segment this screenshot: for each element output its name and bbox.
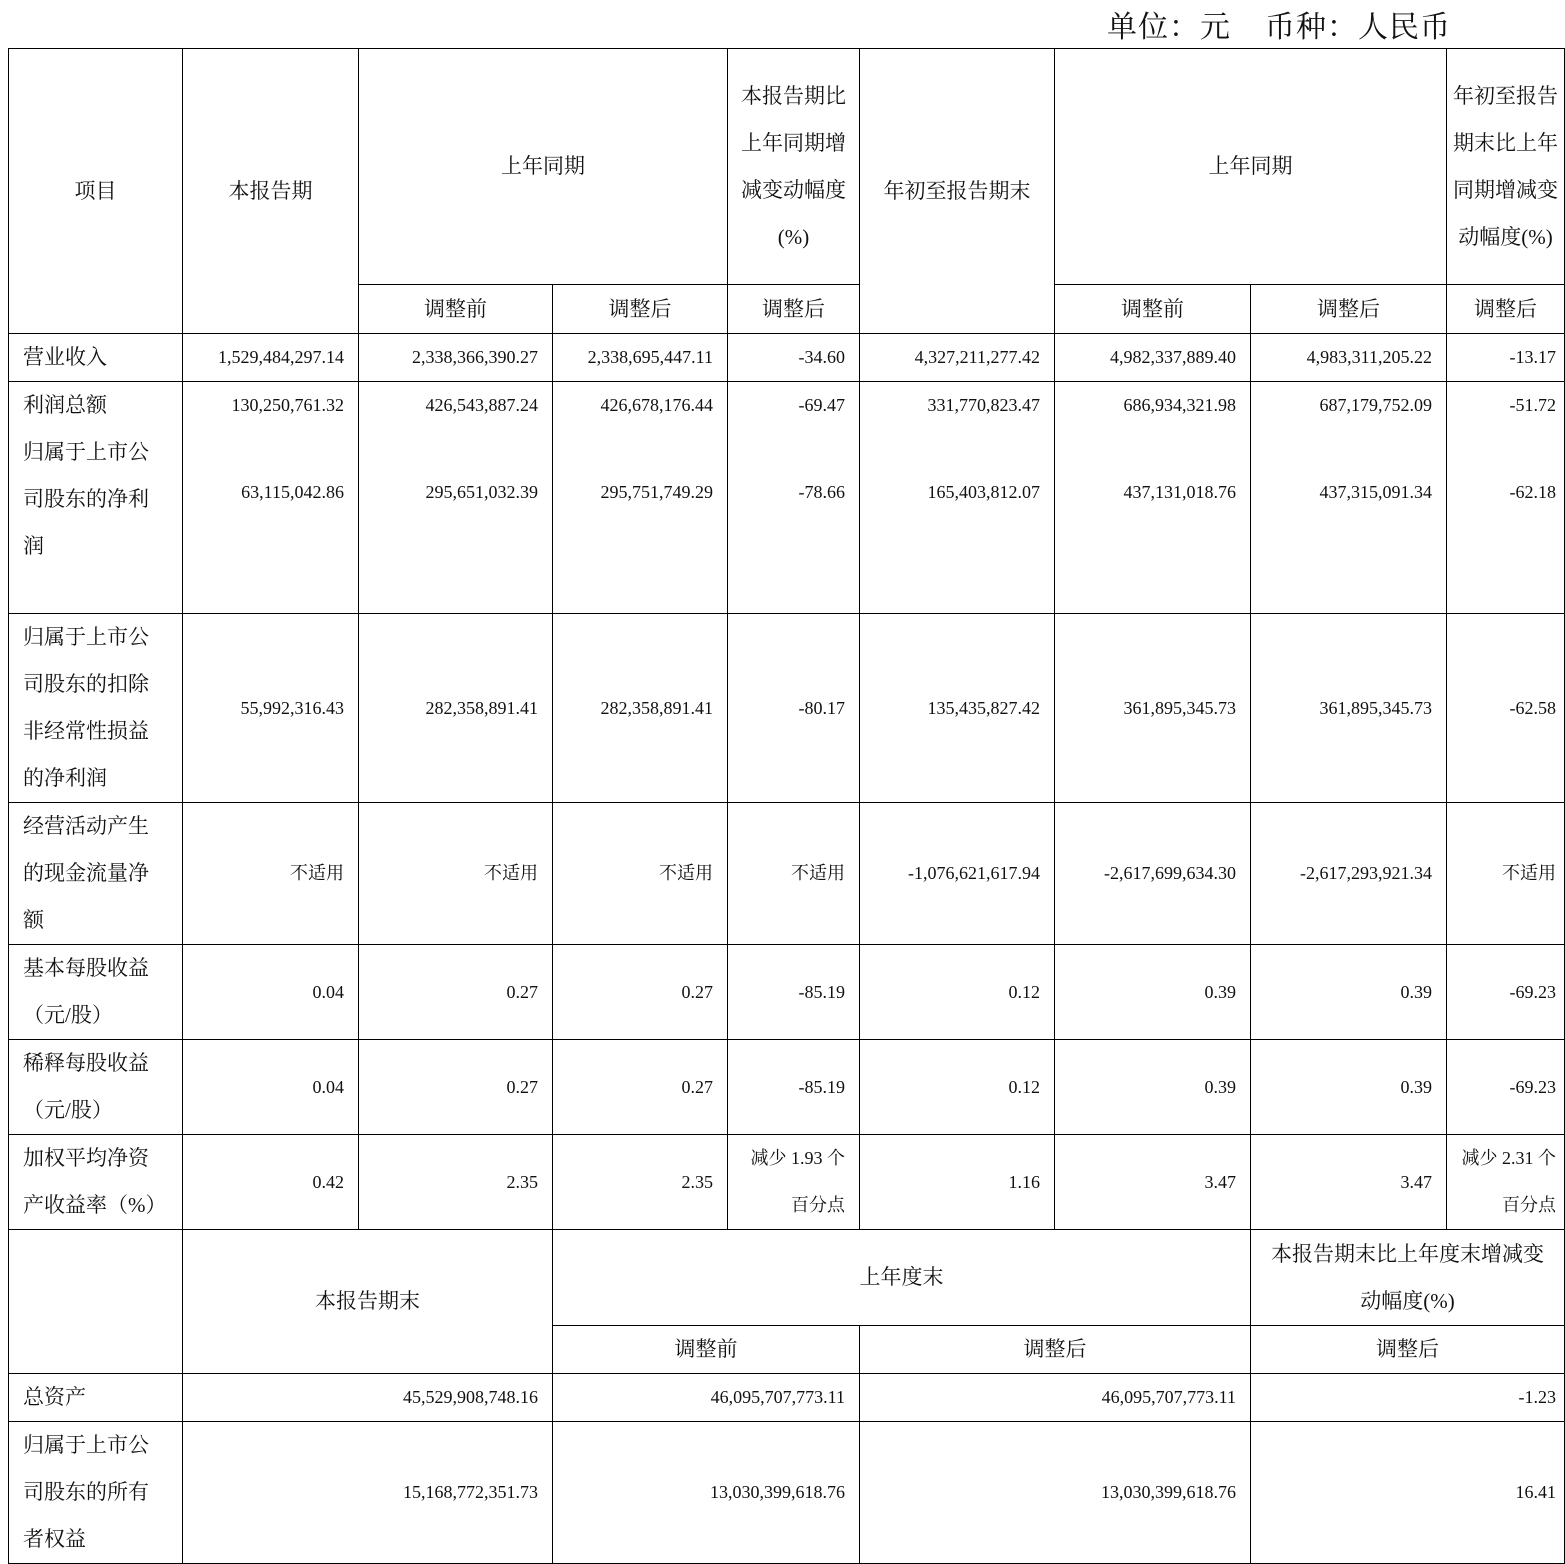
cell-value: 不适用	[728, 803, 860, 945]
cell-value: 46,095,707,773.11	[553, 1374, 860, 1422]
unit-currency-label: 单位：元 币种：人民币	[1107, 11, 1451, 44]
header-prior-year-same-period-2: 上年同期	[1055, 49, 1447, 285]
cell-value: -51.72	[1509, 395, 1556, 415]
table-row	[9, 803, 1565, 945]
row-label-group	[9, 382, 183, 614]
cell-value: 55,992,316.43	[183, 614, 359, 803]
cell-value: 295,751,749.29	[600, 482, 713, 502]
cell-value: 331,770,823.47	[927, 395, 1040, 415]
cell-value: 0.04	[183, 945, 359, 1040]
cell-value: 2,338,695,447.11	[553, 334, 728, 382]
cell-value: 4,983,311,205.22	[1251, 334, 1447, 382]
table-row	[9, 614, 1565, 803]
cell-value: 13,030,399,618.76	[860, 1422, 1251, 1564]
cell-value: 1.16	[860, 1135, 1055, 1230]
cell-value: 0.04	[183, 1040, 359, 1135]
cell-value: 426,543,887.24	[425, 395, 538, 415]
cell-value: -62.18	[1509, 482, 1556, 502]
row-label: 归属于上市公司股东的扣除非经常性损益的净利润	[9, 614, 183, 803]
cell-value: -1,076,621,617.94	[860, 803, 1055, 945]
table-row	[9, 382, 1565, 614]
cell-value: 165,403,812.07	[927, 482, 1040, 502]
header-prior-year-same-period: 上年同期	[359, 49, 728, 285]
cell-value: 45,529,908,748.16	[183, 1374, 553, 1422]
row-label: 利润总额	[23, 393, 107, 417]
cell-value: 63,115,042.86	[241, 482, 344, 502]
cell-group	[1251, 382, 1447, 614]
row-label: 营业收入	[9, 334, 183, 382]
row-label: 基本每股收益（元/股）	[9, 945, 183, 1040]
cell-group	[553, 382, 728, 614]
cell-value: 361,895,345.73	[1055, 614, 1251, 803]
table-row	[9, 1422, 1565, 1564]
cell-value: 0.39	[1251, 1040, 1447, 1135]
header-after-adj-change: 调整后	[728, 285, 860, 334]
cell-value: 3.47	[1251, 1135, 1447, 1230]
cell-value: 687,179,752.09	[1319, 395, 1432, 415]
cell-value: 437,315,091.34	[1319, 482, 1432, 502]
balance-header-after-adj-change: 调整后	[1251, 1326, 1565, 1374]
cell-value: -78.66	[798, 482, 845, 502]
header-current-period: 本报告期	[183, 49, 359, 334]
header-after-adj: 调整后	[553, 285, 728, 334]
cell-value: 减少 2.31 个百分点	[1447, 1135, 1565, 1230]
balance-header-prior-year-end: 上年度末	[553, 1230, 1251, 1326]
cell-value: 0.42	[183, 1135, 359, 1230]
header-ytd: 年初至报告期末	[860, 49, 1055, 334]
cell-value: 不适用	[553, 803, 728, 945]
cell-value: 4,327,211,277.42	[860, 334, 1055, 382]
cell-value: -62.58	[1447, 614, 1565, 803]
cell-value: 295,651,032.39	[425, 482, 538, 502]
cell-value: 0.12	[860, 1040, 1055, 1135]
cell-value: 不适用	[359, 803, 553, 945]
cell-value: 0.27	[359, 1040, 553, 1135]
row-label: 经营活动产生的现金流量净额	[9, 803, 183, 945]
cell-value: 4,982,337,889.40	[1055, 334, 1251, 382]
table-row	[9, 334, 1565, 382]
cell-value: -85.19	[728, 1040, 860, 1135]
cell-value: 46,095,707,773.11	[860, 1374, 1251, 1422]
cell-value: -80.17	[728, 614, 860, 803]
cell-value: 16.41	[1251, 1422, 1565, 1564]
header-change-current: 本报告期比上年同期增减变动幅度(%)	[728, 49, 860, 285]
cell-value: 2,338,366,390.27	[359, 334, 553, 382]
row-label: 总资产	[9, 1374, 183, 1422]
header-before-adj-2: 调整前	[1055, 285, 1251, 334]
table-row	[9, 1374, 1565, 1422]
cell-value: 0.27	[359, 945, 553, 1040]
cell-value: 0.27	[553, 1040, 728, 1135]
cell-value: 不适用	[183, 803, 359, 945]
table-row	[9, 945, 1565, 1040]
cell-value: 减少 1.93 个百分点	[728, 1135, 860, 1230]
cell-value: 282,358,891.41	[359, 614, 553, 803]
cell-group	[1447, 382, 1565, 614]
cell-value: 437,131,018.76	[1123, 482, 1236, 502]
balance-header-after-adj: 调整后	[860, 1326, 1251, 1374]
cell-value: -69.23	[1447, 1040, 1565, 1135]
cell-value: 3.47	[1055, 1135, 1251, 1230]
cell-value: 426,678,176.44	[600, 395, 713, 415]
header-before-adj: 调整前	[359, 285, 553, 334]
cell-value: 不适用	[1447, 803, 1565, 945]
cell-value: -69.23	[1447, 945, 1565, 1040]
cell-value: -13.17	[1447, 334, 1565, 382]
balance-header-before-adj: 调整前	[553, 1326, 860, 1374]
header-after-adj-2: 调整后	[1251, 285, 1447, 334]
cell-value: 0.39	[1251, 945, 1447, 1040]
cell-value: -34.60	[728, 334, 860, 382]
cell-value: 0.12	[860, 945, 1055, 1040]
cell-value: 686,934,321.98	[1123, 395, 1236, 415]
cell-value: 282,358,891.41	[553, 614, 728, 803]
cell-value: -69.47	[798, 395, 845, 415]
cell-value: -85.19	[728, 945, 860, 1040]
cell-value: 135,435,827.42	[860, 614, 1055, 803]
balance-header-change: 本报告期末比上年度末增减变动幅度(%)	[1251, 1230, 1565, 1326]
cell-value: 15,168,772,351.73	[183, 1422, 553, 1564]
cell-value: 361,895,345.73	[1251, 614, 1447, 803]
balance-header-empty	[9, 1230, 183, 1374]
cell-value: 0.27	[553, 945, 728, 1040]
cell-value: -2,617,293,921.34	[1251, 803, 1447, 945]
cell-value: 1,529,484,297.14	[183, 334, 359, 382]
row-label: 稀释每股收益（元/股）	[9, 1040, 183, 1135]
table-row	[9, 1040, 1565, 1135]
cell-value: 13,030,399,618.76	[553, 1422, 860, 1564]
financial-data-table	[8, 48, 1565, 1564]
balance-header-period-end: 本报告期末	[183, 1230, 553, 1374]
row-label: 归属于上市公司股东的净利润	[23, 440, 149, 558]
row-label: 加权平均净资产收益率（%）	[9, 1135, 183, 1230]
header-after-adj-change-2: 调整后	[1447, 285, 1565, 334]
cell-group	[359, 382, 553, 614]
cell-group	[183, 382, 359, 614]
cell-value: 0.39	[1055, 945, 1251, 1040]
cell-value: 130,250,761.32	[231, 395, 344, 415]
cell-group	[1055, 382, 1251, 614]
cell-value: 2.35	[359, 1135, 553, 1230]
header-change-ytd: 年初至报告期末比上年同期增减变动幅度(%)	[1447, 49, 1565, 285]
cell-group	[728, 382, 860, 614]
header-item: 项目	[9, 49, 183, 334]
cell-value: 0.39	[1055, 1040, 1251, 1135]
cell-value: -2,617,699,634.30	[1055, 803, 1251, 945]
cell-value: -1.23	[1251, 1374, 1565, 1422]
cell-group	[860, 382, 1055, 614]
row-label: 归属于上市公司股东的所有者权益	[9, 1422, 183, 1564]
cell-value: 2.35	[553, 1135, 728, 1230]
table-row	[9, 1135, 1565, 1230]
